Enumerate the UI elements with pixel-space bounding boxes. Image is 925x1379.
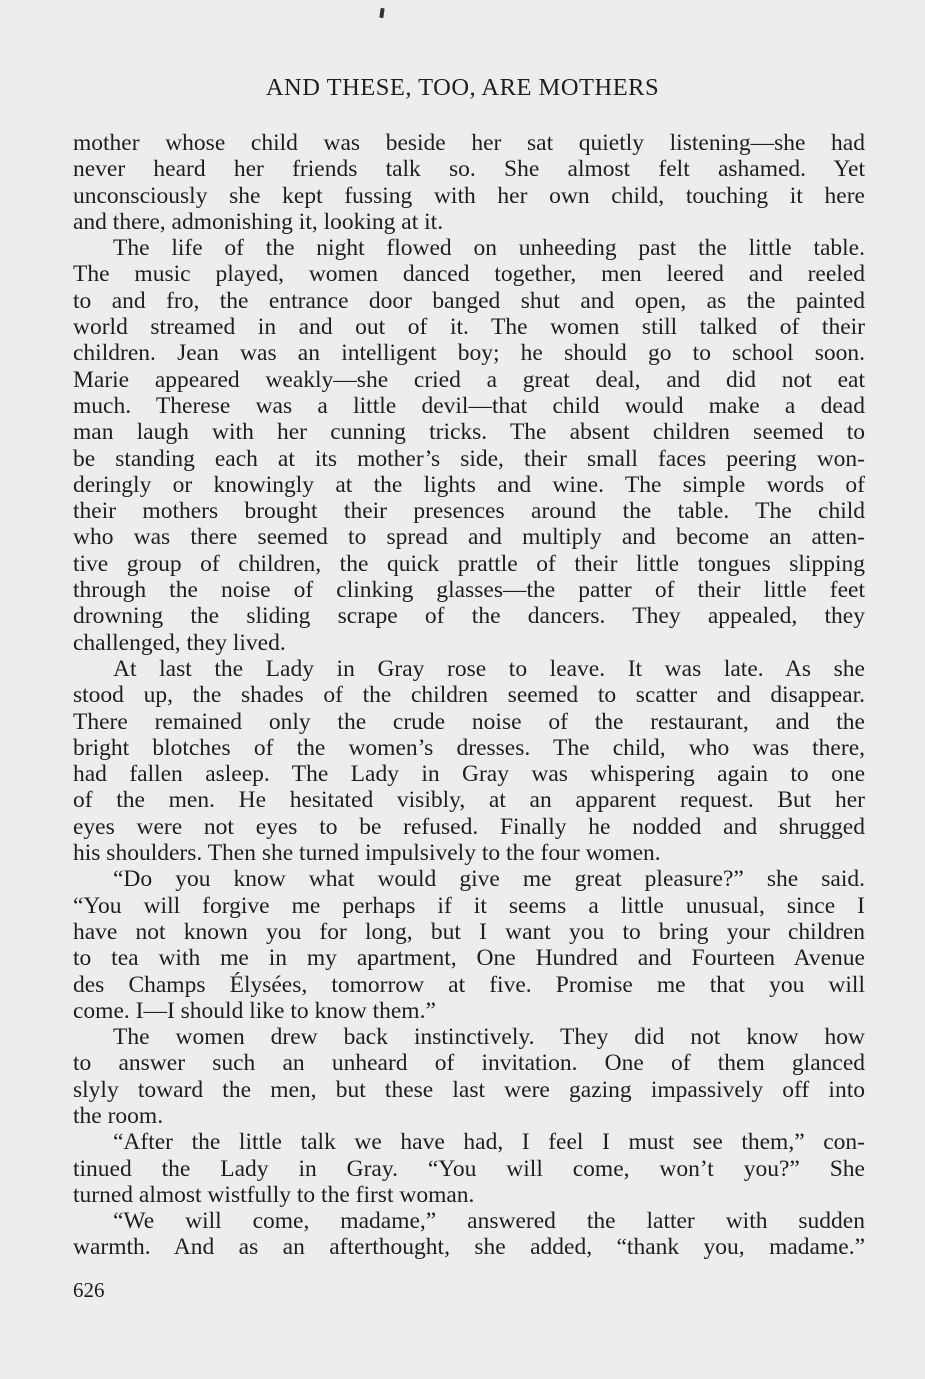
- text-line: des Champs Élysées, tomorrow at five. Promise me that you will: [73, 971, 865, 998]
- text-line: unconsciously she kept fussing with her own child, touching it here: [73, 182, 865, 209]
- text-line: the room.: [73, 1102, 164, 1129]
- text-line: “After the little talk we have had, I feel I must see them,” con-: [113, 1129, 865, 1156]
- text-line: come. I—I should like to know them.”: [73, 997, 436, 1024]
- text-line: deringly or knowingly at the lights and wine. The simple words of: [73, 471, 865, 498]
- text-line: challenged, they lived.: [73, 629, 286, 656]
- text-line: drowning the sliding scrape of the dancers. They appealed, they: [73, 603, 865, 630]
- text-line: his shoulders. Then she turned impulsively to the four women.: [73, 840, 661, 867]
- text-line: stood up, the shades of the children seemed to scatter and disappear.: [73, 682, 865, 709]
- text-line: slyly toward the men, but these last were gazing impassively off into: [73, 1076, 865, 1103]
- text-line: “Do you know what would give me great pleasure?” she said.: [113, 866, 865, 893]
- text-line: tinued the Lady in Gray. “You will come, won’t you?” She: [73, 1155, 865, 1182]
- text-line: who was there seemed to spread and multiply and become an atten-: [73, 524, 865, 551]
- text-line: of the men. He hesitated visibly, at an apparent request. But her: [73, 787, 865, 814]
- text-line: At last the Lady in Gray rose to leave. It was late. As she: [113, 655, 865, 682]
- text-line: The women drew back instinctively. They did not know how: [113, 1024, 865, 1051]
- running-head: AND THESE, TOO, ARE MOTHERS: [265, 74, 660, 101]
- text-line: had fallen asleep. The Lady in Gray was whispering again to one: [73, 761, 865, 788]
- text-line: through the noise of clinking glasses—the patter of their little feet: [73, 577, 865, 604]
- text-line: mother whose child was beside her sat quietly listening—she had: [73, 130, 865, 156]
- text-line: be standing each at its mother’s side, their small faces peering won-: [73, 445, 865, 472]
- text-line: “You will forgive me perhaps if it seems a little unusual, since I: [73, 892, 865, 919]
- text-line: warmth. And as an afterthought, she added, “thank you, madame.”: [73, 1234, 865, 1261]
- text-line: “We will come, madame,” answered the latter with sudden: [113, 1208, 865, 1235]
- page-number: 626: [73, 1278, 105, 1302]
- text-line: There remained only the crude noise of the restaurant, and the: [73, 708, 865, 735]
- text-line: bright blotches of the women’s dresses. The child, who was there,: [73, 734, 865, 761]
- text-line: to answer such an unheard of invitation. One of them glanced: [73, 1050, 865, 1077]
- text-line: The music played, women danced together, men leered and reeled: [73, 261, 865, 288]
- text-line: and there, admonishing it, looking at it.: [73, 208, 444, 235]
- body-text: [73, 130, 865, 1261]
- text-line: to and fro, the entrance door banged shut and open, as the painted: [73, 287, 865, 314]
- text-line: never heard her friends talk so. She almost felt ashamed. Yet: [73, 156, 865, 183]
- ink-mark: [379, 8, 384, 18]
- text-line: Marie appeared weakly—she cried a great deal, and did not eat: [73, 366, 865, 393]
- text-line: world streamed in and out of it. The women still talked of their: [73, 314, 865, 341]
- text-line: The life of the night flowed on unheeding past the little table.: [113, 235, 865, 262]
- text-line: turned almost wistfully to the first woman.: [73, 1181, 475, 1208]
- text-line: have not known you for long, but I want you to bring your children: [73, 918, 865, 945]
- text-line: much. Therese was a little devil—that child would make a dead: [73, 392, 865, 419]
- text-line: eyes were not eyes to be refused. Finally he nodded and shrugged: [73, 813, 865, 840]
- text-line: tive group of children, the quick prattle of their little tongues slipping: [73, 550, 865, 577]
- text-line: man laugh with her cunning tricks. The absent children seemed to: [73, 419, 865, 446]
- text-line: children. Jean was an intelligent boy; he should go to school soon.: [73, 340, 865, 367]
- text-line: their mothers brought their presences around the table. The child: [73, 498, 865, 525]
- text-line: to tea with me in my apartment, One Hundred and Fourteen Avenue: [73, 945, 865, 972]
